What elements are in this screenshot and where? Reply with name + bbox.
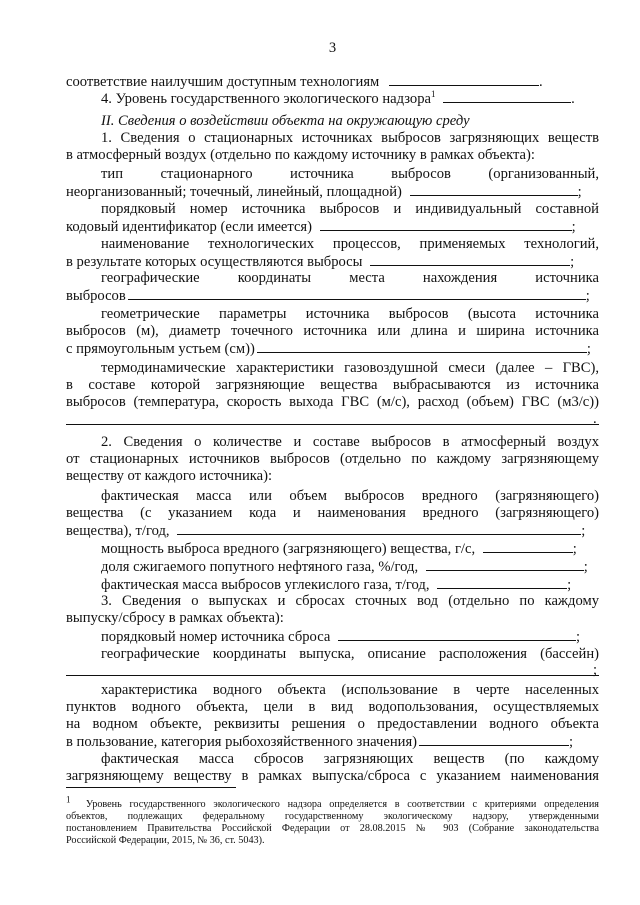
line-13 <box>66 287 599 305</box>
line-33: характеристика водного объекта (использование в черте населенных <box>101 682 599 698</box>
blank-field-line <box>66 675 599 676</box>
line-24: вещества (с указанием кода и наименования вредного (загрязняющего) <box>66 505 599 521</box>
footnote-separator <box>66 787 236 788</box>
line-end-punct: ; <box>569 734 574 750</box>
line-1 <box>66 73 599 91</box>
blank-field <box>320 218 572 231</box>
line-end-punct: . <box>538 74 543 90</box>
blank-field <box>257 340 587 353</box>
blank-field <box>177 522 581 535</box>
line-6: тип стационарного источника выбросов (организованный, <box>101 166 599 182</box>
line-34: пунктов водного объекта, цели в вид водопользования, осуществляемых <box>66 699 599 715</box>
blank-field <box>443 90 571 103</box>
footnote-text: Уровень государственного экологического надзора определяется в соответствии с критериями определения <box>85 799 599 810</box>
line-18: в составе которой загрязняющие вещества выбрасываются из источника <box>66 377 599 393</box>
line-17: термодинамические характеристики газовоздушной смеси (далее – ГВС), <box>101 360 599 376</box>
footnote-ref: 1 <box>431 89 436 100</box>
blank-field <box>483 540 573 553</box>
line-end-punct: ; <box>593 662 598 678</box>
line-28 <box>101 576 599 594</box>
line-text: с прямоугольным устьем (см)) <box>66 341 255 357</box>
line-end-punct: ; <box>570 254 575 270</box>
line-text: неорганизованный; точечный, линейный, площадной) <box>66 184 402 200</box>
line-text: порядковый номер источника сброса <box>101 629 331 645</box>
line-end-punct: ; <box>583 559 588 575</box>
line-23: фактическая масса или объем выбросов вредного (загрязняющего) <box>101 488 599 504</box>
line-21: от стационарных источников выбросов (отдельно по каждому загрязняющему <box>66 451 599 467</box>
line-end-punct: ; <box>585 288 590 304</box>
line-25 <box>66 522 599 540</box>
line-14: геометрические параметры источника выбросов (высота источника <box>101 306 599 322</box>
line-text: выбросов <box>66 288 126 304</box>
blank-field <box>419 733 569 746</box>
line-text: соответствие наилучшим доступным технологиям <box>66 74 380 90</box>
blank-field <box>389 73 539 86</box>
line-text: доля сжигаемого попутного нефтяного газа, %/год, <box>101 559 419 575</box>
line-end-punct: ; <box>572 541 577 557</box>
line-26 <box>101 540 599 558</box>
line-32: географические координаты выпуска, описание расположения (бассейн) <box>101 646 599 662</box>
line-7 <box>66 183 599 201</box>
line-end-punct: ; <box>567 577 572 593</box>
line-8: порядковый номер источника выбросов и индивидуальный составной <box>101 201 599 217</box>
line-text: фактическая масса выбросов углекислого газа, т/год, <box>101 577 430 593</box>
line-38: загрязняющему веществу в рамках выпуска/сброса с указанием наименования <box>66 768 599 784</box>
footnote-line-4: Российской Федерации, 2015, № 36, ст. 5043). <box>66 835 265 846</box>
line-9 <box>66 218 599 236</box>
blank-field <box>128 287 586 300</box>
blank-field <box>426 558 584 571</box>
line-37: фактическая масса сбросов загрязняющих веществ (по каждому <box>101 751 599 767</box>
line-2 <box>101 90 599 108</box>
line-31 <box>101 628 599 646</box>
footnote-marker: 1 <box>66 794 71 805</box>
blank-field <box>338 628 576 641</box>
line-text: в результате которых осуществляются выбросы <box>66 254 363 270</box>
line-36 <box>66 733 599 751</box>
line-12: географические координаты места нахождения источника <box>101 270 599 286</box>
line-end-punct: ; <box>581 523 586 539</box>
footnote-line-3: постановлением Правительства Российской Федерации от 28.08.2015 № 903 (Собрание законодательства <box>66 823 599 834</box>
blank-field <box>410 183 578 196</box>
line-19: выбросов (температура, скорость выхода ГВС (м/с), расход (объем) ГВС (м3/с)) <box>66 394 599 410</box>
line-text: мощность выброса вредного (загрязняющего) вещества, г/с, <box>101 541 476 557</box>
page-number: 3 <box>328 40 337 56</box>
line-10: наименование технологических процессов, применяемых технологий, <box>101 236 599 252</box>
line-11 <box>66 253 599 271</box>
footnote-line-2: объектов, подлежащих федеральному государственному экологическому надзору, утвержденными <box>66 811 599 822</box>
line-text: в пользование, категория рыбохозяйственного значения) <box>66 734 418 750</box>
line-text: кодовый идентификатор (если имеется) <box>66 219 312 235</box>
blank-field <box>370 253 570 266</box>
line-16 <box>66 340 599 358</box>
line-end-punct: . <box>571 91 575 107</box>
line-30: выпуску/сбросу в рамках объекта): <box>66 610 284 626</box>
line-5: в атмосферный воздух (отдельно по каждому источнику в рамках объекта): <box>66 147 535 163</box>
blank-field <box>437 576 567 589</box>
line-end-punct: ; <box>577 184 582 200</box>
line-end-punct: . <box>593 411 597 427</box>
line-text: вещества), т/год, <box>66 523 170 539</box>
line-27 <box>101 558 599 576</box>
line-29: 3. Сведения о выпусках и сбросах сточных вод (отдельно по каждому <box>101 593 599 609</box>
blank-field-line <box>66 424 599 425</box>
line-end-punct: ; <box>576 629 581 645</box>
line-end-punct: ; <box>586 341 591 357</box>
footnote-line-1 <box>66 794 599 811</box>
line-22: веществу от каждого источника): <box>66 468 273 484</box>
line-20: 2. Сведения о количестве и составе выбросов в атмосферный воздух <box>101 434 599 450</box>
line-35: на водном объекте, реквизиты решения о предоставлении водного объекта <box>66 716 599 732</box>
line-end-punct: ; <box>571 219 576 235</box>
line-4: 1. Сведения о стационарных источниках выбросов загрязняющих веществ <box>101 130 599 146</box>
line-15: выбросов (м), диаметр точечного источника или длина и ширина источника <box>66 323 599 339</box>
line-text: 4. Уровень государственного экологического надзора <box>101 91 432 107</box>
section-heading: II. Сведения о воздействии объекта на окружающую среду <box>101 113 470 129</box>
